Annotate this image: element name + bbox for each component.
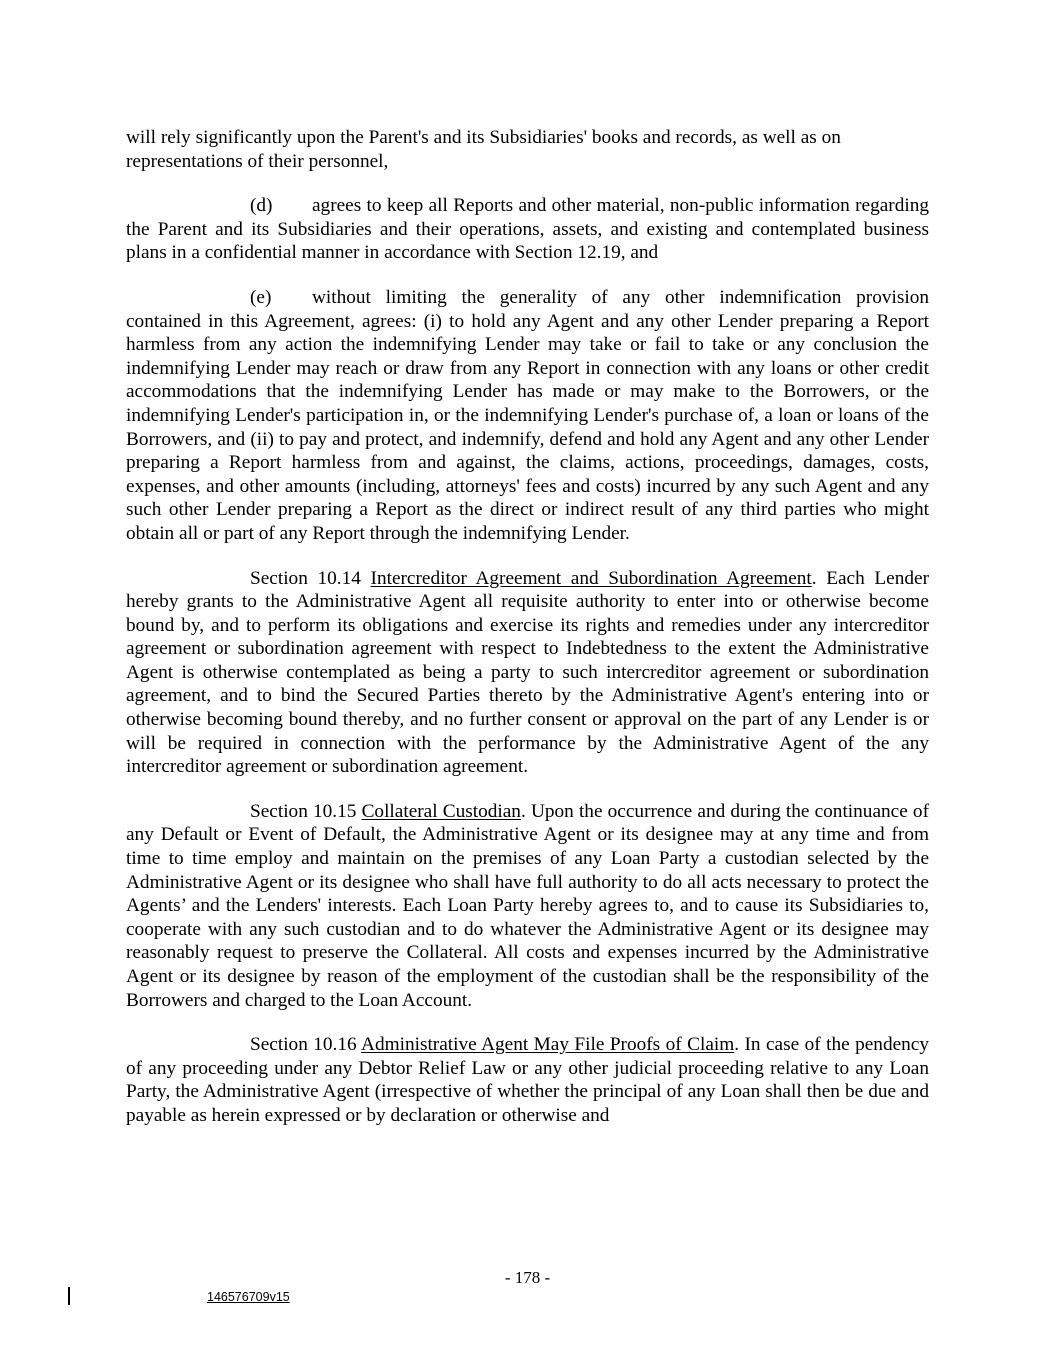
page-number: - 178 -: [504, 1268, 551, 1287]
clause-d: [126, 194, 929, 265]
section-10-15: [126, 800, 929, 1012]
clause-text: agrees to keep all Reports and other material, non-public information regarding the Parent and its Subsidiaries and their operations, assets, and existing and contemplated business plans in a confidential manner in accordance with Section 12.19, and: [126, 195, 929, 264]
section-text: . Upon the occurrence and during the continuance of any Default or Event of Default, the Administrative Agent or its designee may at any time and from time to time employ and maintain on the premises of any Loan Party a custodian selected by the Administrative Agent or its designee who shall have full authority to do all acts necessary to protect the Agents’ and the Lenders' interests. Each Loan Party hereby agrees to, and to cause its Subsidiaries to, cooperate with any such custodian and to do whatever the Administrative Agent or its designee may reasonably request to preserve the Collateral. All costs and expenses incurred by the Administrative Agent or its designee by reason of the employment of the custodian shall be the responsibility of the Borrowers and charged to the Loan Account.: [126, 800, 929, 1011]
clause-text: without limiting the generality of any other indemnification provision contained in this Agreement, agrees: (i) to hold any Agent and any other Lender preparing a Report harmless from any action the indemnifying Lender may take or fail to take or any conclusion the indemnifying Lender may reach or draw from any Report in connection with any loans or other credit accommodations that the indemnifying Lender has made or may make to the Borrowers, or the indemnifying Lender's participation in, or the indemnifying Lender's purchase of, a loan or loans of the Borrowers, and (ii) to pay and protect, and indemnify, defend and hold any Agent and any other Lender preparing a Report harmless from and against, the claims, actions, proceedings, damages, costs, expenses, and other amounts (including, attorneys' fees and costs) incurred by any such Agent and any such other Lender preparing a Report as the direct or indirect result of any third parties who might obtain all or part of any Report through the indemnifying Lender.: [126, 286, 929, 544]
document-id: 146576709v15: [207, 1290, 290, 1304]
section-text: . In case of the pendency of any proceeding under any Debtor Relief Law or any other judicial proceeding relative to any Loan Party, the Administrative Agent (irrespective of whether the principal of any Loan shall then be due and payable as herein expressed or by declaration or otherwise and: [126, 1034, 929, 1126]
section-title: Collateral Custodian: [361, 800, 521, 822]
paragraph-text: will rely significantly upon the Parent's and its Subsidiaries' books and records, as well as on representations of their personnel,: [126, 127, 841, 172]
section-10-16: [126, 1033, 929, 1127]
paragraph-continuation: [126, 126, 929, 173]
section-text: . Each Lender hereby grants to the Administrative Agent all requisite authority to enter into or otherwise become bound by, and to perform its obligations and exercise its rights and remedies under any intercreditor agreement or subordination agreement with respect to Indebtedness to the extent the Administrative Agent is otherwise contemplated as being a party to such intercreditor agreement or subordination agreement, and to bind the Secured Parties thereto by the Administrative Agent's entering into or otherwise becoming bound thereby, and no further consent or approval on the part of any Lender is or will be required in connection with the performance by the Administrative Agent of the any intercreditor agreement or subordination agreement.: [126, 567, 929, 778]
section-title: Intercreditor Agreement and Subordination Agreement: [370, 567, 812, 589]
revision-change-bar: [68, 1287, 70, 1305]
section-number: Section 10.16: [250, 1034, 357, 1056]
section-number: Section 10.15: [250, 800, 357, 822]
clause-e: [126, 286, 929, 546]
clause-label: (e): [250, 286, 272, 308]
document-body: [126, 126, 929, 1149]
clause-label: (d): [250, 195, 273, 217]
section-10-14: [126, 567, 929, 779]
section-title: Administrative Agent May File Proofs of Claim: [361, 1034, 735, 1056]
section-number: Section 10.14: [250, 567, 361, 589]
